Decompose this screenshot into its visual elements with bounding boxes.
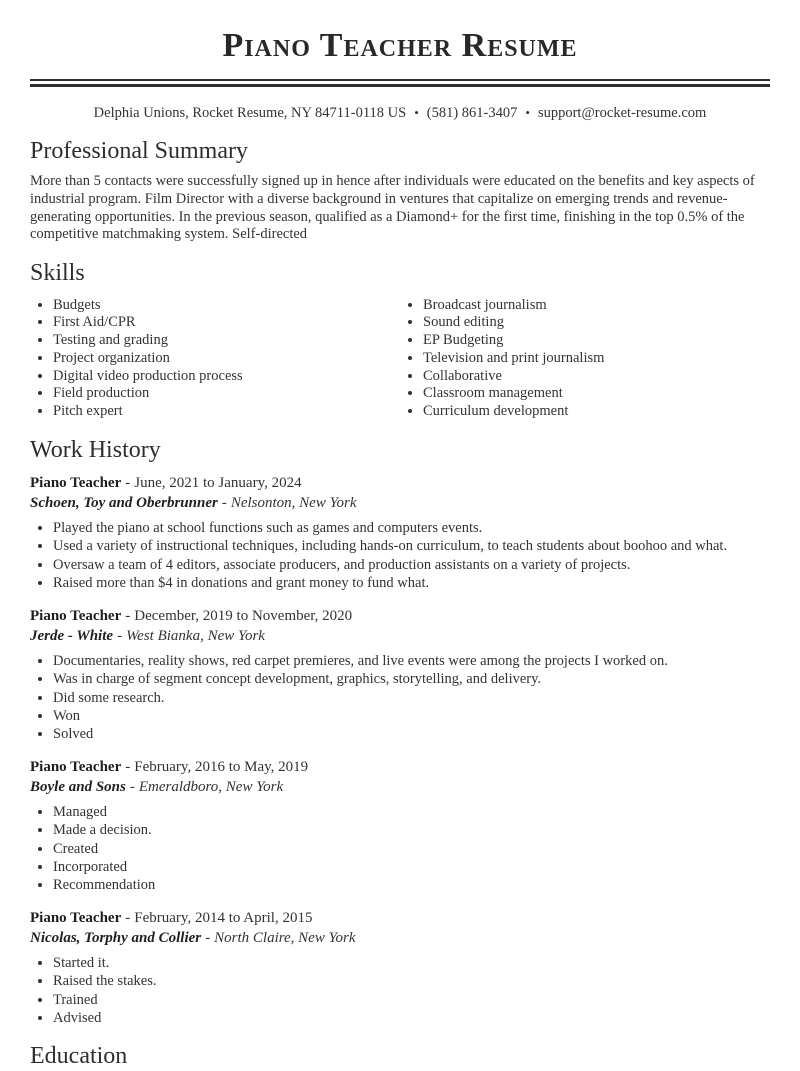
dash-separator: - (125, 475, 131, 492)
job-duty-item: • Created (53, 840, 770, 858)
job-duty-item: • Recommendation (53, 876, 770, 894)
section-heading-professional-summary: Professional Summary (30, 138, 248, 165)
dash-separator: - (221, 495, 227, 512)
contact-email: support@rocket-resume.com (537, 105, 707, 121)
job-dates: December, 2019 to November, 2020 (134, 608, 353, 625)
skill-item: • Field production (53, 385, 400, 403)
skill-item: • Budgets (53, 297, 400, 315)
job-location: Emeraldboro, New York (138, 779, 284, 796)
professional-summary-text: More than 5 contacts were successfully signed up in hence after individuals were educated on the benefits and key aspects of industrial program. Film Director with a diverse background in ventures that capitalize on emerging trends and revenue-generating opportunities. In the previous season, qualified as a Diamond+ for the first time, finishing in the top 0.5% of the competitive matchmaking system. Self-directed (30, 172, 755, 243)
section-heading-skills: Skills (30, 260, 85, 287)
job-entry (30, 757, 770, 894)
dash-separator: - (129, 779, 135, 796)
job-duty-item: • Advised (53, 1009, 770, 1027)
job-dates: February, 2014 to April, 2015 (134, 910, 313, 927)
job-location: West Bianka, New York (126, 628, 265, 645)
job-company-line (30, 928, 770, 948)
job-entry (30, 473, 770, 592)
skills-list-right (400, 297, 770, 421)
job-duties-list (30, 803, 770, 894)
job-location: North Claire, New York (214, 930, 356, 947)
job-duty-item: • Solved (53, 725, 770, 743)
skill-item: • Television and print journalism (423, 350, 770, 368)
bullet-separator: • (525, 105, 530, 120)
resume-title: Piano Teacher Resume (222, 27, 578, 64)
bullet-separator: • (414, 105, 419, 120)
work-history-entries (30, 473, 770, 1027)
dash-separator: - (117, 628, 123, 645)
contact-phone: (581) 861-3407 (426, 105, 518, 121)
skill-item: • Broadcast journalism (423, 297, 770, 315)
skill-item: • First Aid/CPR (53, 314, 400, 332)
dash-separator: - (125, 910, 131, 927)
job-title-line (30, 908, 770, 928)
dash-separator: - (125, 759, 131, 776)
skill-item: • Digital video production process (53, 368, 400, 386)
job-duty-item: • Started it. (53, 954, 770, 972)
skill-item: • EP Budgeting (423, 332, 770, 350)
skill-item: • Testing and grading (53, 332, 400, 350)
job-duty-item: • Raised more than $4 in donations and grant money to fund what. (53, 574, 770, 592)
job-duties-list (30, 652, 770, 743)
skills-list-left (30, 297, 400, 421)
job-company: Nicolas, Torphy and Collier (30, 930, 202, 947)
job-company: Jerde - White (30, 628, 114, 645)
job-title-line (30, 606, 770, 626)
job-location: Nelsonton, New York (230, 495, 357, 512)
job-company-line (30, 626, 770, 646)
job-duty-item: • Won (53, 707, 770, 725)
job-company: Boyle and Sons (30, 779, 126, 796)
job-company-line (30, 493, 770, 513)
job-duty-item: • Did some research. (53, 689, 770, 707)
job-dates: June, 2021 to January, 2024 (134, 475, 302, 492)
job-company: Schoen, Toy and Oberbrunner (30, 495, 218, 512)
job-duty-item: • Managed (53, 803, 770, 821)
job-title-line (30, 473, 770, 493)
job-duty-item: • Documentaries, reality shows, red carpet premieres, and live events were among the projects I worked on. (53, 652, 770, 670)
job-entry (30, 908, 770, 1027)
skill-item: • Classroom management (423, 385, 770, 403)
job-duty-item: • Played the piano at school functions such as games and computers events. (53, 519, 770, 537)
job-duty-item: • Incorporated (53, 858, 770, 876)
dash-separator: - (125, 608, 131, 625)
skill-item: • Sound editing (423, 314, 770, 332)
skill-item: • Collaborative (423, 368, 770, 386)
job-dates: February, 2016 to May, 2019 (134, 759, 309, 776)
job-duty-item: • Trained (53, 991, 770, 1009)
job-title-line (30, 757, 770, 777)
skill-item: • Project organization (53, 350, 400, 368)
contact-address: Delphia Unions, Rocket Resume, NY 84711-0118 US (93, 105, 407, 121)
job-duty-item: • Made a decision. (53, 821, 770, 839)
job-duty-item: • Raised the stakes. (53, 972, 770, 990)
resume-page (0, 29, 800, 1071)
job-duty-item: • Oversaw a team of 4 editors, associate producers, and production assistants on a variety of projects. (53, 556, 770, 574)
job-duties-list (30, 519, 770, 592)
job-company-line (30, 777, 770, 797)
contact-line (30, 105, 770, 122)
job-duty-item: • Used a variety of instructional techniques, including hands-on curriculum, to teach students about boohoo and what. (53, 537, 770, 555)
dash-separator: - (205, 930, 211, 947)
section-heading-work-history: Work History (30, 436, 161, 463)
skills-columns (30, 297, 770, 421)
job-title: Piano Teacher (30, 759, 122, 776)
section-heading-education: Education (30, 1042, 128, 1069)
job-title: Piano Teacher (30, 475, 122, 492)
job-title: Piano Teacher (30, 910, 122, 927)
job-duty-item: • Was in charge of segment concept development, graphics, storytelling, and delivery. (53, 670, 770, 688)
job-title: Piano Teacher (30, 608, 122, 625)
header-rule (30, 79, 770, 87)
skill-item: • Pitch expert (53, 403, 400, 421)
job-duties-list (30, 954, 770, 1027)
skill-item: • Curriculum development (423, 403, 770, 421)
job-entry (30, 606, 770, 743)
